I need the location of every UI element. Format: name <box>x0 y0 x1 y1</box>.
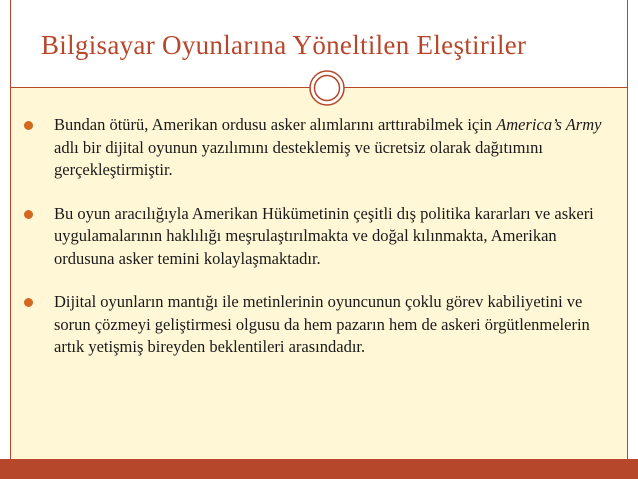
round-bullet-icon <box>24 210 33 219</box>
round-bullet-icon <box>24 298 33 307</box>
round-bullet-icon <box>24 121 33 130</box>
bullet-item-1 <box>11 114 627 182</box>
footer-band <box>11 445 627 459</box>
bullet-1-game-title: America’s Army <box>496 115 602 134</box>
bullet-3-text: Dijital oyunların mantığı ile metinlerinin oyuncunun çoklu görev kabiliyetini ve sorun çözmeyi geliştirmesi olgusu da hem pazarın hem de askeri örgütlenmelerin artık yetişmiş bireyden beklentileri arasındadır. <box>54 292 590 356</box>
bullet-2-text: Bu oyun aracılığıyla Amerikan Hükümetinin çeşitli dış politika kararları ve askeri uygulamalarının haklılığı meşrulaştırılmakta ve doğal kılınmakta, Amerikan ordusuna asker temini kolaylaşmaktadır. <box>54 203 594 268</box>
bullet-item-2 <box>11 203 627 271</box>
content-area <box>11 88 627 445</box>
bullet-item-3 <box>11 291 627 359</box>
slide-title: Bilgisayar Oyunlarına Yöneltilen Eleştiriler <box>41 30 527 60</box>
bullet-list <box>11 114 627 380</box>
bullet-1-text-before: Bundan ötürü, Amerikan ordusu asker alımlarını arttırabilmek için <box>54 115 497 134</box>
bottom-accent-bar <box>0 459 638 479</box>
bullet-1-text-after: adlı bir dijital oyunun yazılımını desteklemiş ve ücretsiz olarak dağıtımını gerçekleştirmiştir. <box>54 137 543 179</box>
double-circle-icon <box>309 70 345 106</box>
